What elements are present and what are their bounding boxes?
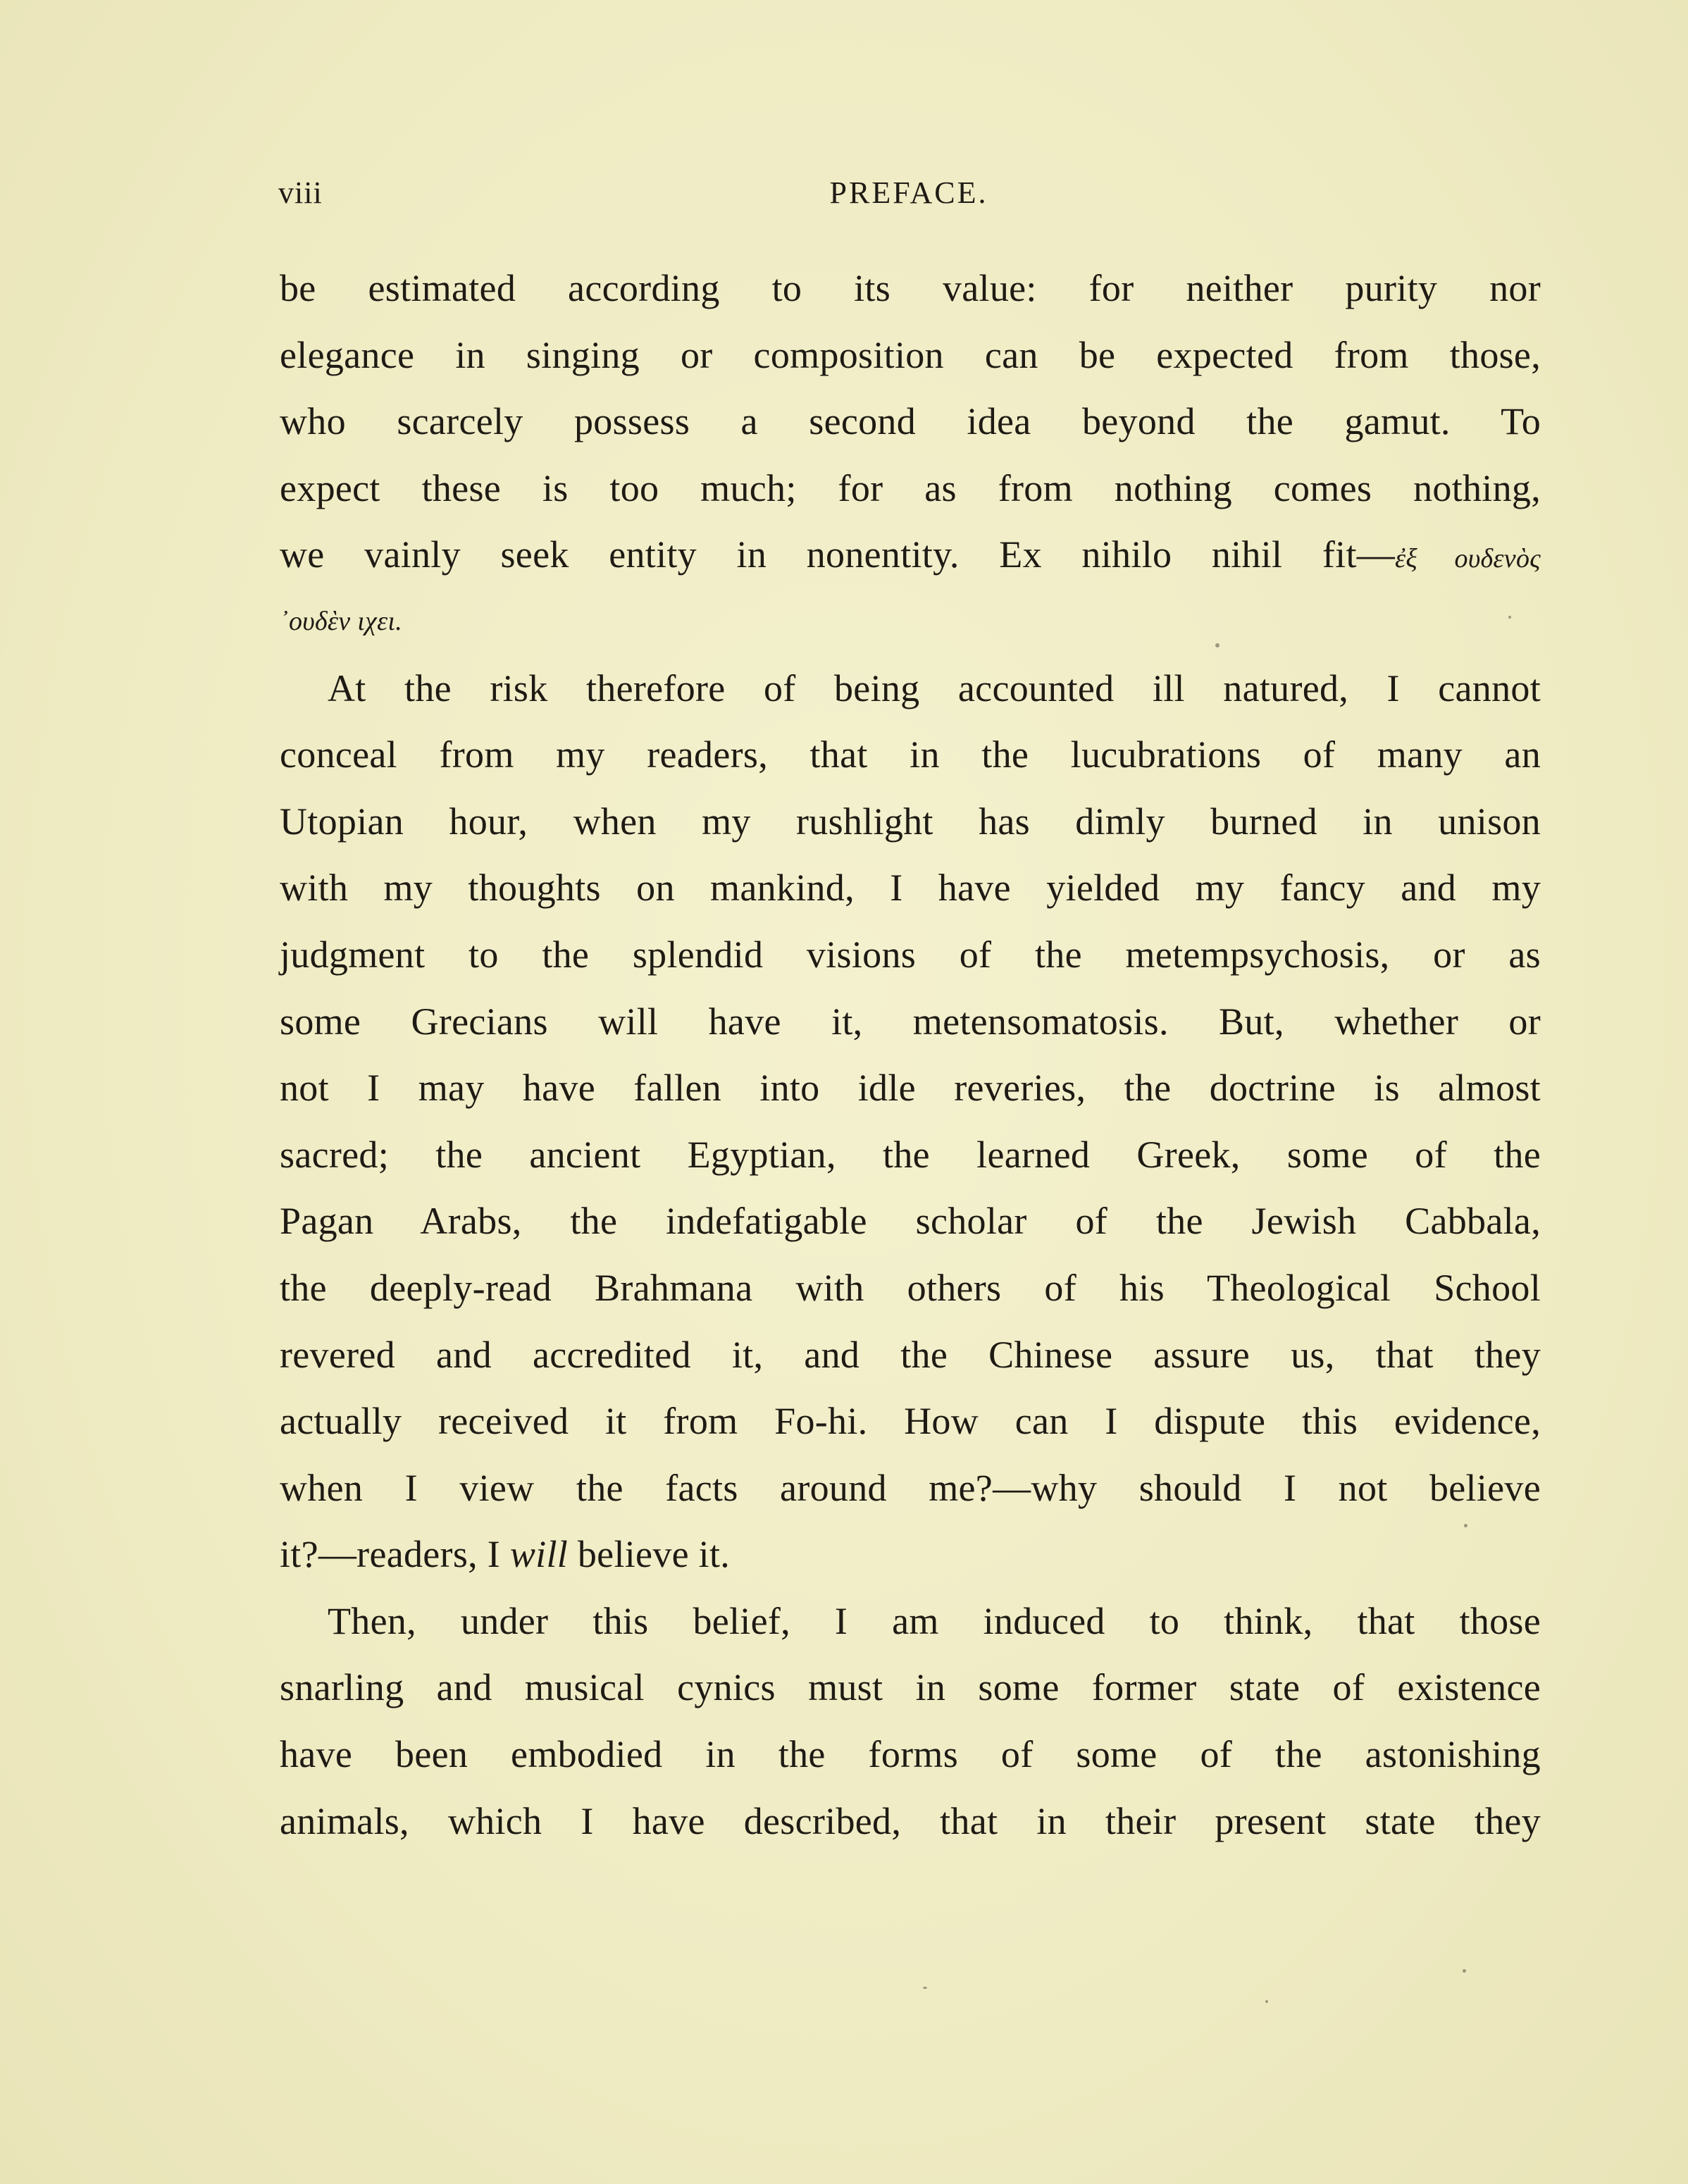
text-line: animals, which I have described, that in their present state they <box>280 1799 1541 1842</box>
italic-word: will <box>509 1533 569 1576</box>
text-line: who scarcely possess a second idea beyond the gamut. To <box>280 400 1541 443</box>
paragraph-start: At the risk therefore of being accounted ill natured, I cannot <box>328 666 1541 709</box>
body-text <box>280 255 1541 1854</box>
text-line: Pagan Arabs, the indefatigable scholar of the Jewish Cabbala, <box>280 1200 1541 1243</box>
text-line-latin: we vainly seek entity in nonentity. Ex nihilo nihil fit— <box>280 533 1396 576</box>
greek-phrase: ἐξ ουδενὸς <box>1395 544 1541 574</box>
page-number: viii <box>278 175 323 210</box>
paper-speck <box>1265 2000 1268 2003</box>
text-line: when I view the facts around me?—why should I not believe <box>280 1466 1541 1509</box>
text-line: judgment to the splendid visions of the metempsychosis, or as <box>280 933 1541 976</box>
text-line: not I may have fallen into idle reveries, the doctrine is almost <box>280 1067 1541 1110</box>
page-header <box>278 175 1539 217</box>
text-line: actually received it from Fo-hi. How can I dispute this evidence, <box>280 1400 1541 1443</box>
text-line-end <box>280 1521 1541 1588</box>
paper-speck <box>923 1987 927 1989</box>
greek-line: ᾿ουδὲν ιχει. <box>280 606 403 636</box>
text-line: elegance in singing or composition can be expected from those, <box>280 333 1541 376</box>
paper-speck <box>1463 1969 1466 1973</box>
text-fragment: believe it. <box>568 1533 731 1576</box>
text-line: conceal from my readers, that in the lucubrations of many an <box>280 733 1541 776</box>
text-line: sacred; the ancient Egyptian, the learned Greek, some of the <box>280 1133 1541 1176</box>
paper-speck <box>1215 643 1220 647</box>
text-line: revered and accredited it, and the Chinese assure us, that they <box>280 1333 1541 1376</box>
paragraph-start: Then, under this belief, I am induced to think, that those <box>328 1599 1541 1642</box>
text-line: Utopian hour, when my rushlight has dimly burned in unison <box>280 800 1541 843</box>
text-line: be estimated according to its value: for neither purity nor <box>280 267 1541 309</box>
text-line: with my thoughts on mankind, I have yielded my fancy and my <box>280 867 1541 910</box>
text-line: snarling and musical cynics must in some former state of existence <box>280 1666 1541 1709</box>
text-fragment: it?—readers, I <box>280 1533 510 1576</box>
text-line <box>280 521 1541 588</box>
running-title: PREFACE. <box>829 175 988 210</box>
text-line: have been embodied in the forms of some of the astonishing <box>280 1733 1541 1776</box>
text-line: some Grecians will have it, metensomatosis. But, whether or <box>280 1000 1541 1043</box>
paper-speck <box>1464 1524 1467 1527</box>
text-line: expect these is too much; for as from nothing comes nothing, <box>280 466 1541 509</box>
text-line: the deeply-read Brahmana with others of his Theological School <box>280 1266 1541 1309</box>
paper-speck <box>1508 616 1511 619</box>
